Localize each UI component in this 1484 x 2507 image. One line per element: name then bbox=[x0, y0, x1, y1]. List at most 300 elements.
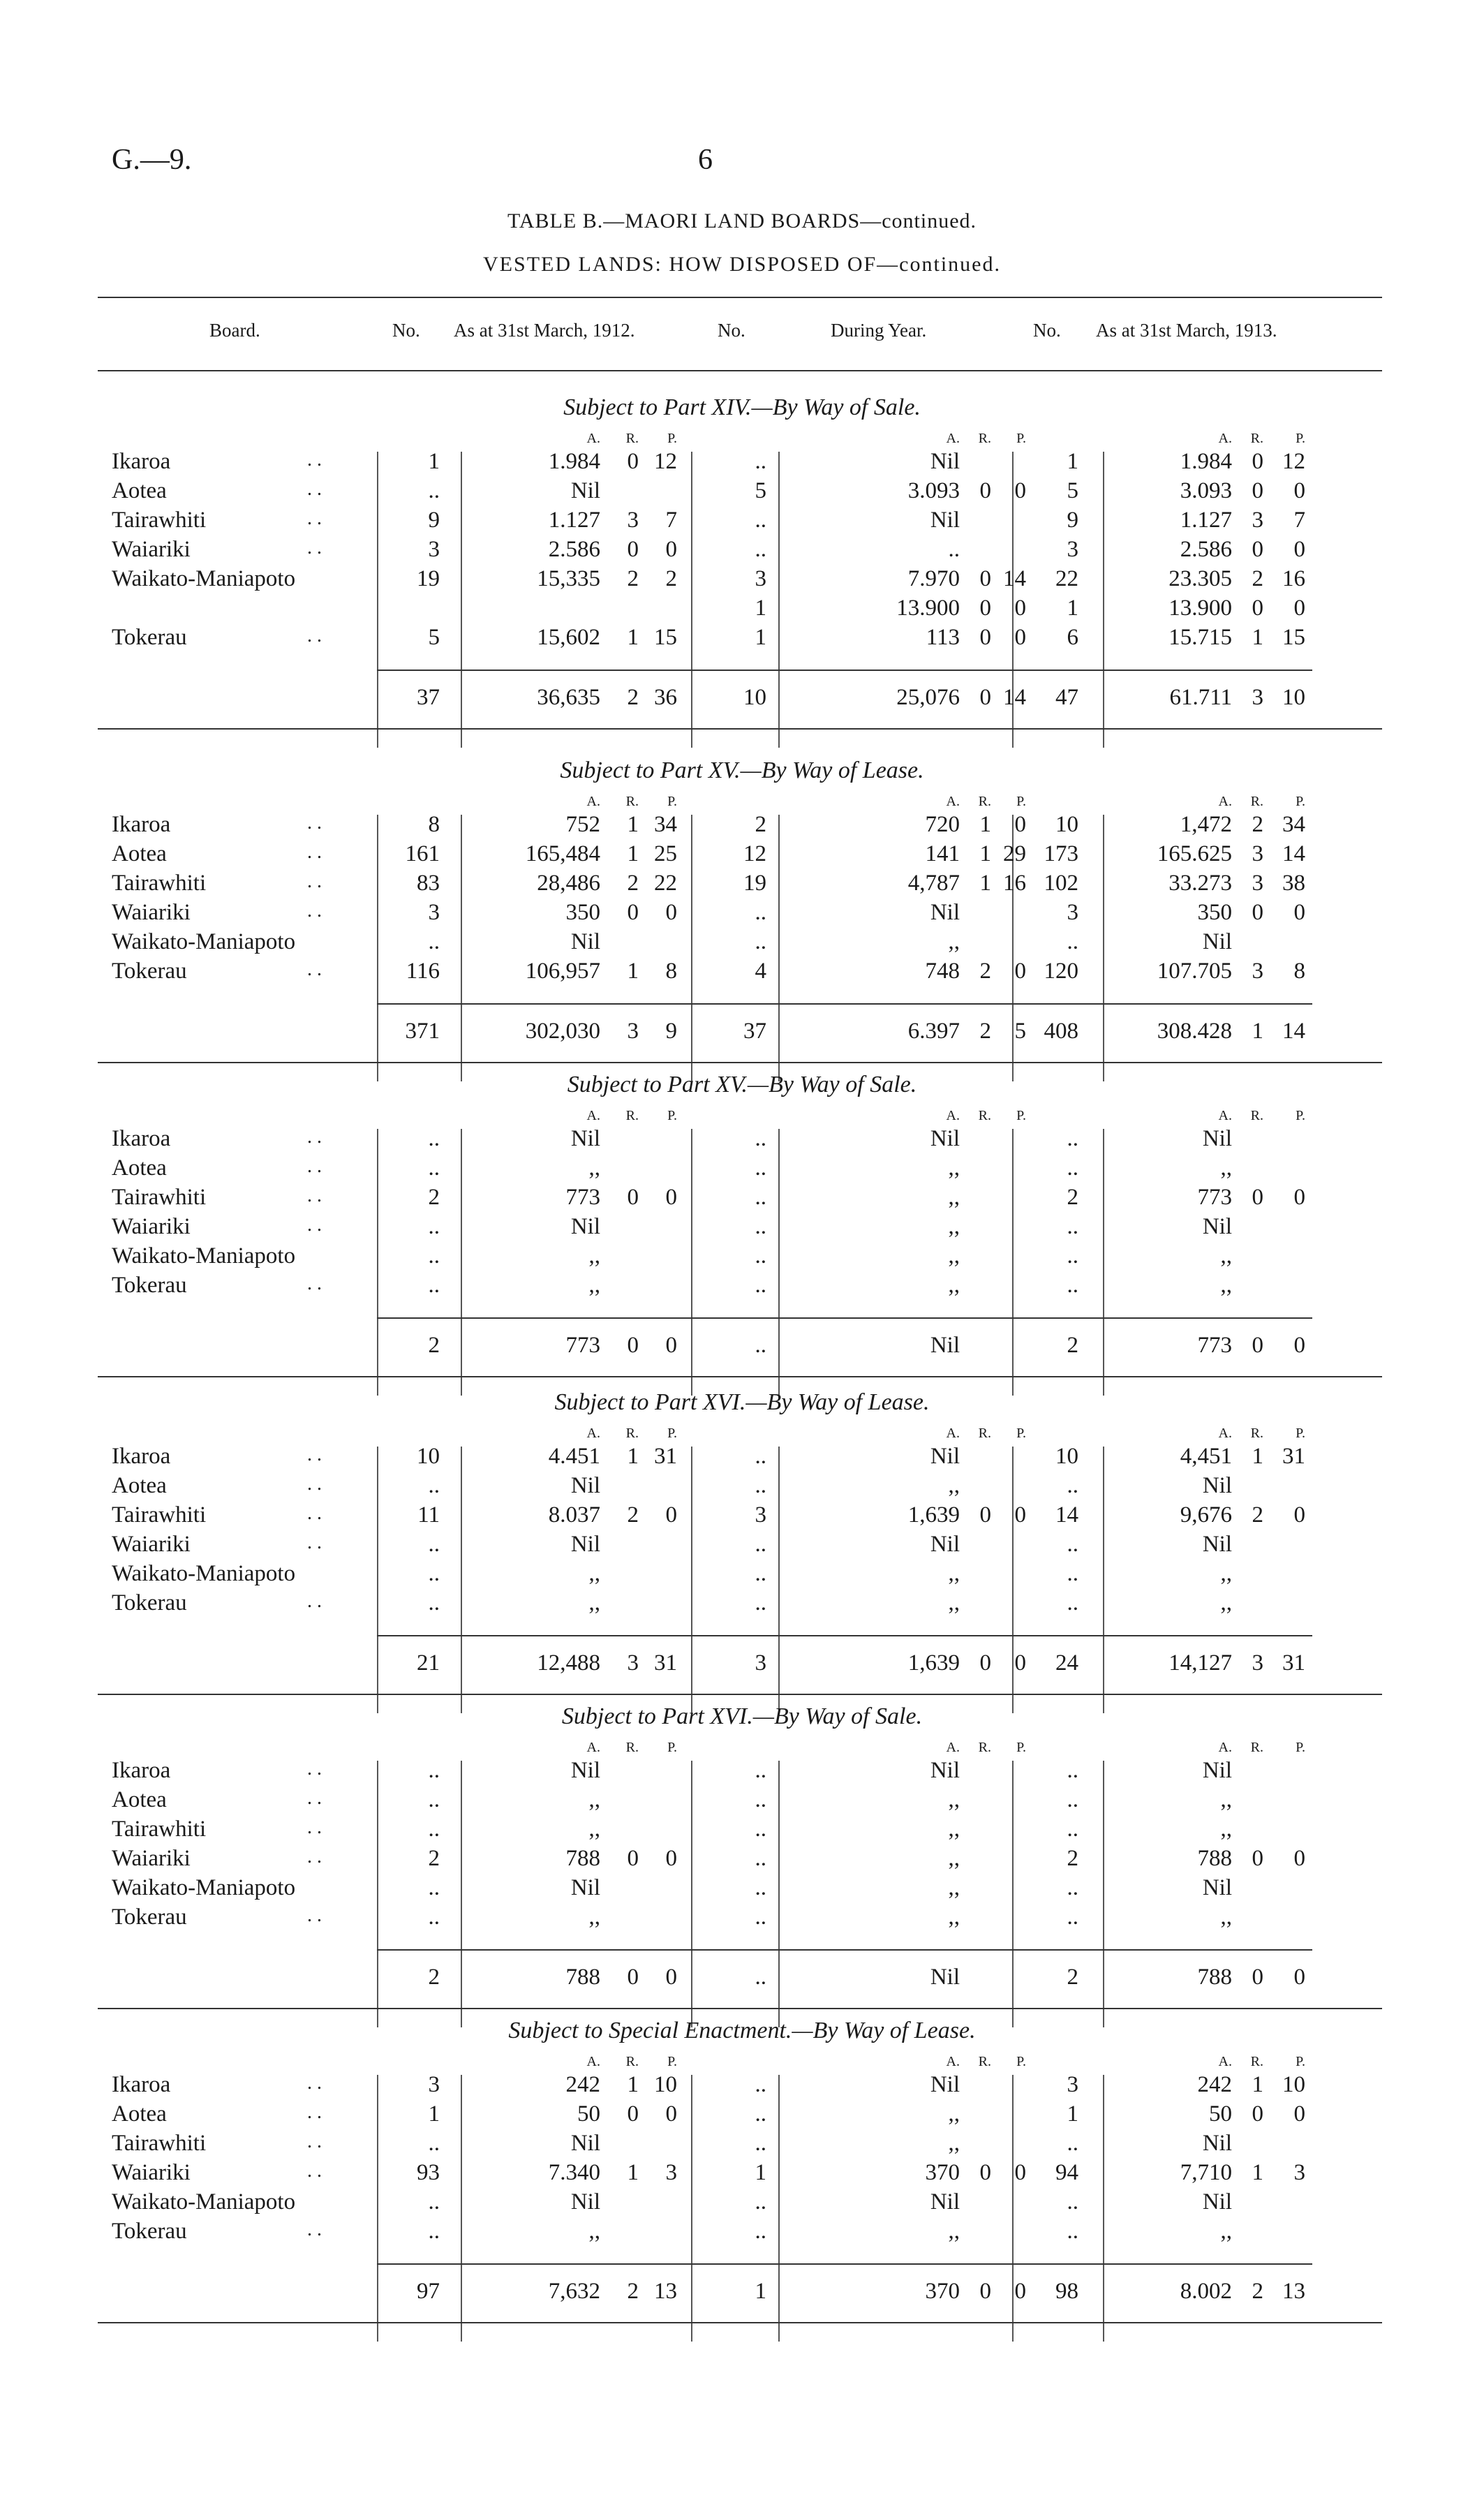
unit-label: P. bbox=[1296, 1426, 1305, 1441]
table-cell: ,, bbox=[1220, 1561, 1232, 1586]
total-cell: .. bbox=[755, 1333, 766, 1358]
table-cell: 2 bbox=[1252, 1502, 1263, 1528]
table-cell: 106,957 bbox=[525, 959, 600, 984]
table-cell: 2 bbox=[979, 959, 991, 984]
column-rule bbox=[778, 2075, 780, 2342]
unit-label: R. bbox=[1250, 794, 1263, 809]
total-cell: 36,635 bbox=[537, 685, 600, 710]
leader-dots: . . bbox=[307, 2160, 322, 2182]
board-name: Waikato-Maniapoto bbox=[112, 1243, 296, 1269]
table-cell: .. bbox=[755, 1273, 766, 1298]
table-cell: 2 bbox=[627, 566, 639, 591]
table-cell: 10 bbox=[1055, 812, 1078, 837]
table-cell: 8.037 bbox=[548, 1502, 600, 1528]
table-cell: 1 bbox=[1067, 2101, 1078, 2127]
board-name: Tokerau bbox=[112, 2219, 187, 2244]
board-name: Aotea bbox=[112, 1787, 167, 1812]
column-rule bbox=[778, 815, 780, 1081]
table-cell: ,, bbox=[948, 1185, 960, 1210]
leader-dots: . . bbox=[307, 537, 322, 559]
board-name: Tairawhiti bbox=[112, 2131, 207, 2156]
table-cell: .. bbox=[755, 2219, 766, 2244]
table-cell: Nil bbox=[930, 508, 960, 533]
table-cell: Nil bbox=[1202, 1473, 1232, 1498]
table-cell: .. bbox=[1067, 1214, 1078, 1239]
table-cell: 3.093 bbox=[907, 478, 960, 503]
table-cell: 0 bbox=[1293, 1846, 1305, 1871]
table-cell: 113 bbox=[926, 625, 960, 650]
table-cell: 29 bbox=[1003, 841, 1026, 866]
table-cell: .. bbox=[1067, 1817, 1078, 1842]
table-cell: 1 bbox=[627, 2072, 639, 2097]
table-cell: ,, bbox=[948, 1905, 960, 1930]
table-cell: 1 bbox=[1252, 625, 1263, 650]
table-cell: 0 bbox=[1293, 537, 1305, 562]
table-cell: .. bbox=[755, 1905, 766, 1930]
table-cell: 1 bbox=[1252, 2072, 1263, 2097]
board-name: Tokerau bbox=[112, 959, 187, 984]
table-cell: .. bbox=[755, 2131, 766, 2156]
table-cell: .. bbox=[1067, 1155, 1078, 1181]
table-cell: 3 bbox=[1067, 537, 1078, 562]
table-cell: 0 bbox=[979, 1502, 991, 1528]
table-cell: 12 bbox=[654, 449, 677, 474]
total-cell: 0 bbox=[1014, 2279, 1026, 2304]
table-cell: 8 bbox=[665, 959, 677, 984]
table-cell: 370 bbox=[925, 2160, 960, 2185]
table-cell: 14 bbox=[1055, 1502, 1078, 1528]
total-cell: 2 bbox=[428, 1965, 440, 1990]
table-cell: ,, bbox=[948, 1561, 960, 1586]
table-cell: .. bbox=[755, 900, 766, 925]
total-cell: 3 bbox=[627, 1650, 639, 1676]
table-cell: 15,335 bbox=[537, 566, 600, 591]
table-cell: 0 bbox=[1014, 625, 1026, 650]
table-cell: Nil bbox=[930, 2072, 960, 2097]
unit-label: P. bbox=[1016, 1740, 1026, 1755]
table-cell: 7.340 bbox=[548, 2160, 600, 2185]
total-cell: 0 bbox=[627, 1965, 639, 1990]
leader-dots: . . bbox=[307, 1846, 322, 1868]
table-cell: 1 bbox=[627, 812, 639, 837]
table-cell: Nil bbox=[930, 2189, 960, 2214]
unit-label: P. bbox=[1296, 1108, 1305, 1123]
table-cell: Nil bbox=[570, 1875, 600, 1900]
table-cell: 10 bbox=[1055, 1444, 1078, 1469]
table-cell: .. bbox=[428, 1758, 440, 1783]
unit-label: A. bbox=[1218, 431, 1232, 446]
board-name: Ikaroa bbox=[112, 2072, 171, 2097]
total-cell: 8.002 bbox=[1180, 2279, 1232, 2304]
table-cell: ,, bbox=[588, 1590, 600, 1615]
unit-label: P. bbox=[1296, 431, 1305, 446]
total-cell: 2 bbox=[1252, 2279, 1263, 2304]
section-end-rule bbox=[98, 1694, 1382, 1695]
table-cell: 0 bbox=[665, 2101, 677, 2127]
table-cell: .. bbox=[428, 1273, 440, 1298]
table-cell: 0 bbox=[1293, 478, 1305, 503]
table-cell: 1 bbox=[627, 625, 639, 650]
table-cell: 1 bbox=[1067, 596, 1078, 621]
total-cell: 5 bbox=[1014, 1019, 1026, 1044]
table-cell: 7,710 bbox=[1180, 2160, 1232, 2185]
table-cell: 0 bbox=[979, 596, 991, 621]
table-cell: Nil bbox=[1202, 1126, 1232, 1151]
table-cell: 3 bbox=[1252, 959, 1263, 984]
total-cell: 308.428 bbox=[1157, 1019, 1232, 1044]
table-cell: .. bbox=[755, 1561, 766, 1586]
table-cell: 1 bbox=[428, 2101, 440, 2127]
section-end-rule bbox=[98, 728, 1382, 730]
board-name: Tokerau bbox=[112, 1590, 187, 1615]
board-name: Tokerau bbox=[112, 1273, 187, 1298]
table-cell: 2 bbox=[627, 871, 639, 896]
total-cell: 14 bbox=[1003, 685, 1026, 710]
leader-dots: . . bbox=[307, 2219, 322, 2240]
table-cell: 12 bbox=[1282, 449, 1305, 474]
table-cell: 0 bbox=[627, 449, 639, 474]
table-cell: 5 bbox=[755, 478, 766, 503]
table-cell: 1 bbox=[979, 871, 991, 896]
board-name: Tairawhiti bbox=[112, 1185, 207, 1210]
table-cell: .. bbox=[1067, 1875, 1078, 1900]
total-cell: 788 bbox=[565, 1965, 600, 1990]
leader-dots: . . bbox=[307, 1817, 322, 1838]
table-cell: 3 bbox=[665, 2160, 677, 2185]
table-cell: 102 bbox=[1044, 871, 1078, 896]
table-cell: 0 bbox=[1252, 537, 1263, 562]
total-cell: 0 bbox=[1252, 1333, 1263, 1358]
table-cell: .. bbox=[428, 1787, 440, 1812]
table-cell: .. bbox=[1067, 1590, 1078, 1615]
table-cell: Nil bbox=[1202, 1875, 1232, 1900]
table-cell: 165.625 bbox=[1157, 841, 1232, 866]
unit-label: P. bbox=[667, 1108, 677, 1123]
board-name: Aotea bbox=[112, 1155, 167, 1181]
unit-label: A. bbox=[1218, 1108, 1232, 1123]
table-cell: ,, bbox=[588, 1561, 600, 1586]
leader-dots: . . bbox=[307, 1444, 322, 1465]
table-cell: Nil bbox=[1202, 1532, 1232, 1557]
table-cell: Nil bbox=[930, 1444, 960, 1469]
table-cell: ,, bbox=[948, 1473, 960, 1498]
total-cell: 1 bbox=[1252, 1019, 1263, 1044]
table-cell: 773 bbox=[565, 1185, 600, 1210]
leader-dots: . . bbox=[307, 1473, 322, 1495]
total-cell: 370 bbox=[925, 2279, 960, 2304]
unit-label: A. bbox=[946, 1740, 960, 1755]
total-cell: 24 bbox=[1055, 1650, 1078, 1676]
table-cell: .. bbox=[1067, 2189, 1078, 2214]
table-cell: .. bbox=[1067, 1473, 1078, 1498]
table-cell: 141 bbox=[925, 841, 960, 866]
total-cell: Nil bbox=[930, 1333, 960, 1358]
unit-label: R. bbox=[1250, 431, 1263, 446]
total-cell: .. bbox=[755, 1965, 766, 1990]
table-cell: .. bbox=[755, 1214, 766, 1239]
total-cell: 3 bbox=[1252, 1650, 1263, 1676]
leader-dots: . . bbox=[307, 841, 322, 863]
table-cell: 3 bbox=[627, 508, 639, 533]
table-cell: 3 bbox=[1252, 508, 1263, 533]
table-cell: 3 bbox=[755, 1502, 766, 1528]
table-cell: 1.984 bbox=[1180, 449, 1232, 474]
table-cell: 25 bbox=[654, 841, 677, 866]
total-rule bbox=[377, 1635, 1312, 1636]
column-rule bbox=[778, 1447, 780, 1713]
table-cell: 788 bbox=[565, 1846, 600, 1871]
table-cell: .. bbox=[1067, 1273, 1078, 1298]
table-cell: 2 bbox=[1252, 566, 1263, 591]
table-cell: 14 bbox=[1003, 566, 1026, 591]
table-cell: Nil bbox=[1202, 2131, 1232, 2156]
section-title: Subject to Part XVI.—By Way of Sale. bbox=[561, 1703, 923, 1729]
total-cell: 47 bbox=[1055, 685, 1078, 710]
header-board: Board. bbox=[209, 320, 260, 341]
board-name: Waiariki bbox=[112, 1532, 191, 1557]
table-cell: .. bbox=[755, 1155, 766, 1181]
board-name: Tairawhiti bbox=[112, 1817, 207, 1842]
table-cell: 0 bbox=[1252, 478, 1263, 503]
table-cell: .. bbox=[428, 1214, 440, 1239]
table-cell: 0 bbox=[1014, 1502, 1026, 1528]
table-cell: ,, bbox=[948, 2101, 960, 2127]
table-cell: 2 bbox=[627, 1502, 639, 1528]
unit-label: R. bbox=[1250, 1108, 1263, 1123]
table-cell: 1 bbox=[979, 841, 991, 866]
table-cell: Nil bbox=[1202, 2189, 1232, 2214]
total-rule bbox=[377, 2263, 1312, 2265]
table-cell: 10 bbox=[654, 2072, 677, 2097]
table-cell: .. bbox=[428, 1875, 440, 1900]
total-cell: 3 bbox=[755, 1650, 766, 1676]
table-cell: Nil bbox=[570, 2131, 600, 2156]
total-cell: 25,076 bbox=[896, 685, 960, 710]
leader-dots: . . bbox=[307, 1502, 322, 1524]
table-cell: ,, bbox=[948, 1590, 960, 1615]
table-cell: ,, bbox=[1220, 1273, 1232, 1298]
total-cell: 36 bbox=[654, 685, 677, 710]
table-cell: Nil bbox=[570, 2189, 600, 2214]
unit-label: R. bbox=[1250, 1740, 1263, 1755]
table-cell: .. bbox=[428, 929, 440, 954]
board-name: Waikato-Maniapoto bbox=[112, 2189, 296, 2214]
total-cell: 1,639 bbox=[907, 1650, 960, 1676]
table-cell: .. bbox=[428, 1590, 440, 1615]
unit-label: A. bbox=[586, 431, 600, 446]
unit-label: A. bbox=[946, 431, 960, 446]
unit-label: R. bbox=[625, 1108, 639, 1123]
section-end-rule bbox=[98, 2322, 1382, 2323]
total-cell: 2 bbox=[627, 685, 639, 710]
table-cell: 0 bbox=[1252, 900, 1263, 925]
table-cell: 22 bbox=[1055, 566, 1078, 591]
table-cell: 5 bbox=[1067, 478, 1078, 503]
table-cell: .. bbox=[428, 1243, 440, 1269]
table-cell: 7 bbox=[1293, 508, 1305, 533]
header-top-rule bbox=[98, 297, 1382, 298]
table-cell: 14 bbox=[1282, 841, 1305, 866]
unit-label: A. bbox=[1218, 794, 1232, 809]
table-cell: 93 bbox=[417, 2160, 440, 2185]
table-cell: 7.970 bbox=[907, 566, 960, 591]
total-cell: 9 bbox=[665, 1019, 677, 1044]
leader-dots: . . bbox=[307, 1905, 322, 1926]
column-rule bbox=[778, 1761, 780, 2027]
table-cell: 28,486 bbox=[537, 871, 600, 896]
table-cell: Nil bbox=[930, 1532, 960, 1557]
table-cell: ,, bbox=[588, 1787, 600, 1812]
total-cell: 3 bbox=[627, 1019, 639, 1044]
total-cell: 21 bbox=[417, 1650, 440, 1676]
unit-label: P. bbox=[667, 1426, 677, 1441]
unit-label: A. bbox=[586, 2054, 600, 2069]
leader-dots: . . bbox=[307, 959, 322, 980]
table-cell: 12 bbox=[743, 841, 766, 866]
board-name: Tokerau bbox=[112, 1905, 187, 1930]
board-name: Tairawhiti bbox=[112, 1502, 207, 1528]
table-cell: .. bbox=[1067, 1532, 1078, 1557]
table-cell: 0 bbox=[1252, 2101, 1263, 2127]
board-name: Waikato-Maniapoto bbox=[112, 566, 296, 591]
unit-label: R. bbox=[625, 431, 639, 446]
unit-label: A. bbox=[586, 794, 600, 809]
total-cell: 31 bbox=[654, 1650, 677, 1676]
leader-dots: . . bbox=[307, 449, 322, 471]
unit-label: A. bbox=[1218, 1740, 1232, 1755]
total-cell: 2 bbox=[1067, 1333, 1078, 1358]
table-cell: 0 bbox=[627, 1185, 639, 1210]
table-cell: 0 bbox=[1252, 1846, 1263, 1871]
unit-label: A. bbox=[1218, 1426, 1232, 1441]
unit-label: P. bbox=[1016, 2054, 1026, 2069]
table-cell: 1 bbox=[1067, 449, 1078, 474]
table-cell: ,, bbox=[1220, 1243, 1232, 1269]
table-cell: .. bbox=[755, 1846, 766, 1871]
unit-label: R. bbox=[625, 1740, 639, 1755]
table-cell: ,, bbox=[948, 1214, 960, 1239]
unit-label: A. bbox=[586, 1426, 600, 1441]
table-cell: .. bbox=[428, 1532, 440, 1557]
total-cell: 14 bbox=[1282, 1019, 1305, 1044]
table-cell: 1 bbox=[627, 841, 639, 866]
table-cell: .. bbox=[755, 1817, 766, 1842]
table-cell: 3 bbox=[1293, 2160, 1305, 2185]
unit-label: P. bbox=[667, 1740, 677, 1755]
table-cell: .. bbox=[755, 1185, 766, 1210]
table-cell: 10 bbox=[1282, 2072, 1305, 2097]
table-cell: 748 bbox=[925, 959, 960, 984]
table-cell: 38 bbox=[1282, 871, 1305, 896]
total-cell: 61.711 bbox=[1169, 685, 1232, 710]
leader-dots: . . bbox=[307, 1126, 322, 1148]
total-cell: 37 bbox=[417, 685, 440, 710]
table-cell: 3 bbox=[428, 537, 440, 562]
table-cell: 242 bbox=[565, 2072, 600, 2097]
table-cell: .. bbox=[755, 508, 766, 533]
table-cell: .. bbox=[428, 478, 440, 503]
table-cell: Nil bbox=[930, 1758, 960, 1783]
table-cell: .. bbox=[755, 1758, 766, 1783]
table-cell: Nil bbox=[930, 449, 960, 474]
table-cell: .. bbox=[1067, 1758, 1078, 1783]
board-name: Ikaroa bbox=[112, 1126, 171, 1151]
total-cell: 1 bbox=[755, 2279, 766, 2304]
table-cell: Nil bbox=[570, 1214, 600, 1239]
table-cell: .. bbox=[755, 1473, 766, 1498]
table-cell: 11 bbox=[417, 1502, 440, 1528]
column-rule bbox=[778, 452, 780, 748]
unit-label: R. bbox=[978, 1740, 991, 1755]
table-cell: ,, bbox=[948, 1787, 960, 1812]
board-name: Waiariki bbox=[112, 900, 191, 925]
table-cell: 3 bbox=[1252, 871, 1263, 896]
table-cell: ,, bbox=[588, 1243, 600, 1269]
table-cell: ,, bbox=[1220, 1590, 1232, 1615]
table-cell: 2.586 bbox=[548, 537, 600, 562]
board-name: Waikato-Maniapoto bbox=[112, 929, 296, 954]
table-cell: 0 bbox=[627, 537, 639, 562]
unit-label: P. bbox=[1296, 2054, 1305, 2069]
total-cell: 0 bbox=[1293, 1333, 1305, 1358]
board-name: Waikato-Maniapoto bbox=[112, 1875, 296, 1900]
total-cell: 13 bbox=[654, 2279, 677, 2304]
table-cell: Nil bbox=[1202, 1214, 1232, 1239]
table-cell: 0 bbox=[1014, 478, 1026, 503]
unit-label: R. bbox=[978, 431, 991, 446]
unit-label: A. bbox=[946, 2054, 960, 2069]
board-name: Aotea bbox=[112, 478, 167, 503]
table-cell: 0 bbox=[1252, 596, 1263, 621]
unit-label: A. bbox=[1218, 2054, 1232, 2069]
unit-label: A. bbox=[586, 1740, 600, 1755]
table-cell: 0 bbox=[627, 2101, 639, 2127]
table-cell: 0 bbox=[665, 1846, 677, 1871]
table-cell: 8 bbox=[1293, 959, 1305, 984]
table-cell: 0 bbox=[1293, 596, 1305, 621]
table-cell: 4 bbox=[755, 959, 766, 984]
table-cell: ,, bbox=[1220, 1817, 1232, 1842]
table-cell: 1,639 bbox=[907, 1502, 960, 1528]
table-cell: Nil bbox=[570, 478, 600, 503]
table-cell: 0 bbox=[1293, 1502, 1305, 1528]
total-cell: 773 bbox=[565, 1333, 600, 1358]
total-cell: 97 bbox=[417, 2279, 440, 2304]
table-cell: Nil bbox=[570, 929, 600, 954]
table-cell: 720 bbox=[925, 812, 960, 837]
total-cell: 2 bbox=[627, 2279, 639, 2304]
table-cell: .. bbox=[755, 1590, 766, 1615]
board-name: Ikaroa bbox=[112, 1444, 171, 1469]
table-cell: 3 bbox=[428, 2072, 440, 2097]
total-cell: 0 bbox=[979, 685, 991, 710]
table-cell: Nil bbox=[570, 1532, 600, 1557]
board-name: Ikaroa bbox=[112, 449, 171, 474]
table-cell: 3 bbox=[1067, 900, 1078, 925]
section-title: Subject to Special Enactment.—By Way of Lease. bbox=[508, 2018, 976, 2043]
table-cell: .. bbox=[1067, 1787, 1078, 1812]
table-cell: .. bbox=[755, 1875, 766, 1900]
table-cell: .. bbox=[1067, 1561, 1078, 1586]
table-cell: 107.705 bbox=[1157, 959, 1232, 984]
table-cell: 19 bbox=[417, 566, 440, 591]
total-cell: 31 bbox=[1282, 1650, 1305, 1676]
table-cell: 15.715 bbox=[1168, 625, 1232, 650]
total-cell: 0 bbox=[627, 1333, 639, 1358]
table-cell: 2 bbox=[755, 812, 766, 837]
table-cell: 2 bbox=[1067, 1846, 1078, 1871]
table-cell: 0 bbox=[665, 1185, 677, 1210]
